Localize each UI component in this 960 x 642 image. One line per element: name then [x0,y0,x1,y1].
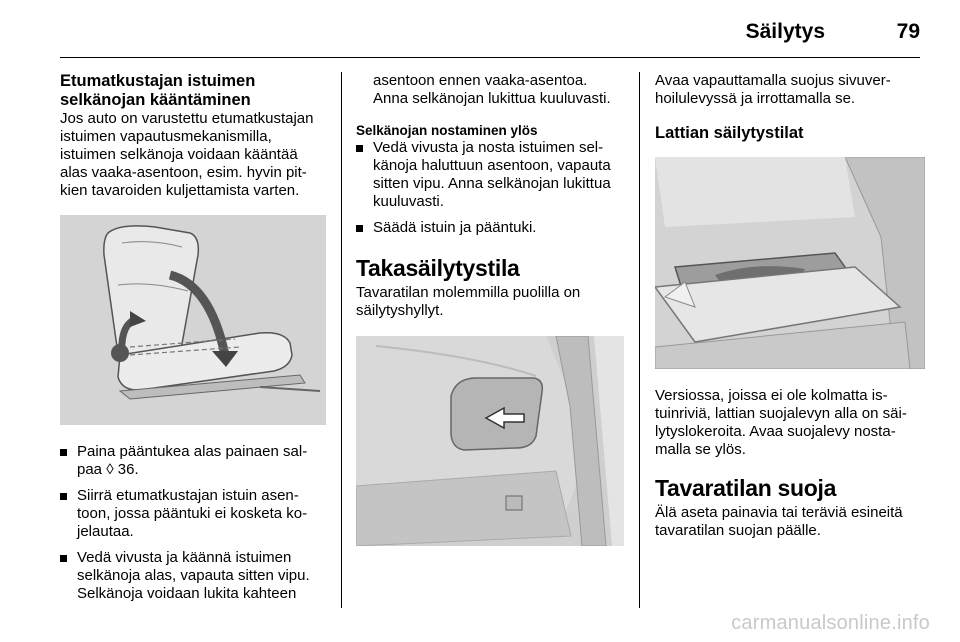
column-divider-2 [639,72,640,608]
column-1 [60,72,326,603]
list-item: Vedä vivusta ja käännä istuimen selkänoja alas, vapauta sitten vipu. Selkänoja voidaan lukita kahteen [60,549,326,603]
page-header [60,0,920,58]
seat-fold-intro: Jos auto on varustettu etumatkustajan istuimen vapautusmekanismilla, istuimen selkänoja voidaan kääntää alas vaaka-asentoon, esim. hyvin pitkien tavaroiden kuljettamista varten. [60,110,314,199]
column-3 [655,72,925,540]
bullet-icon [356,145,363,152]
column-2 [356,72,624,546]
seat-fold-continued: asentoon ennen vaaka-asentoa. Anna selkänojan lukittua kuuluvasti. [373,72,611,107]
bullet-icon [60,493,67,500]
page-number: 79 [896,20,920,43]
bullet-icon [60,555,67,562]
subheading-raise-backrest: Selkänojan nostaminen ylös [356,123,538,138]
seat-illustration [60,215,326,425]
bullet-icon [60,449,67,456]
load-cover-text: Älä aseta painavia tai teräviä esineitä tavaratilan suojan päälle. [655,504,903,539]
raise-backrest-steps [356,139,624,237]
watermark: carmanualsonline.info [731,612,930,634]
list-item: Säädä istuin ja pääntuki. [356,219,624,237]
list-item: Vedä vivusta ja nosta istuimen selkänoja haluttuun asentoon, vapauta sitten vipu. Anna selkänojan lukittua kuuluvasti. [356,139,624,211]
section-heading-rear-storage: Takasäilytystila [356,255,520,281]
page-title: Säilytys [745,20,825,43]
bullet-icon [356,225,363,232]
section-heading-load-cover: Tavaratilan suoja [655,475,837,501]
section-heading-seat-fold: Etumatkustajan istuimen selkänojan kääntäminen [60,72,256,109]
list-item: Siirrä etumatkustajan istuin asentoon, jossa pääntuki ei kosketa kojelautaa. [60,487,326,541]
list-item: Paina pääntukea alas painaen salpaa ◊ 36. [60,443,326,479]
floor-storage-illustration [655,157,925,369]
section-heading-floor-storage: Lattian säilytystilat [655,124,804,142]
floor-storage-text: Versiossa, joissa ei ole kolmatta istuinriviä, lattian suojalevyn alla on säilytyslokeroita. Avaa suojalevy nostamalla se ylös. [655,387,907,458]
rear-storage-illustration [356,336,624,546]
column-divider-1 [341,72,342,608]
seat-fold-steps [60,443,326,603]
rear-storage-text: Tavaratilan molemmilla puolilla on säilytyshyllyt. [356,284,581,319]
rear-storage-open-text: Avaa vapauttamalla suojus sivuverhoilulevyssä ja irrottamalla se. [655,72,891,107]
